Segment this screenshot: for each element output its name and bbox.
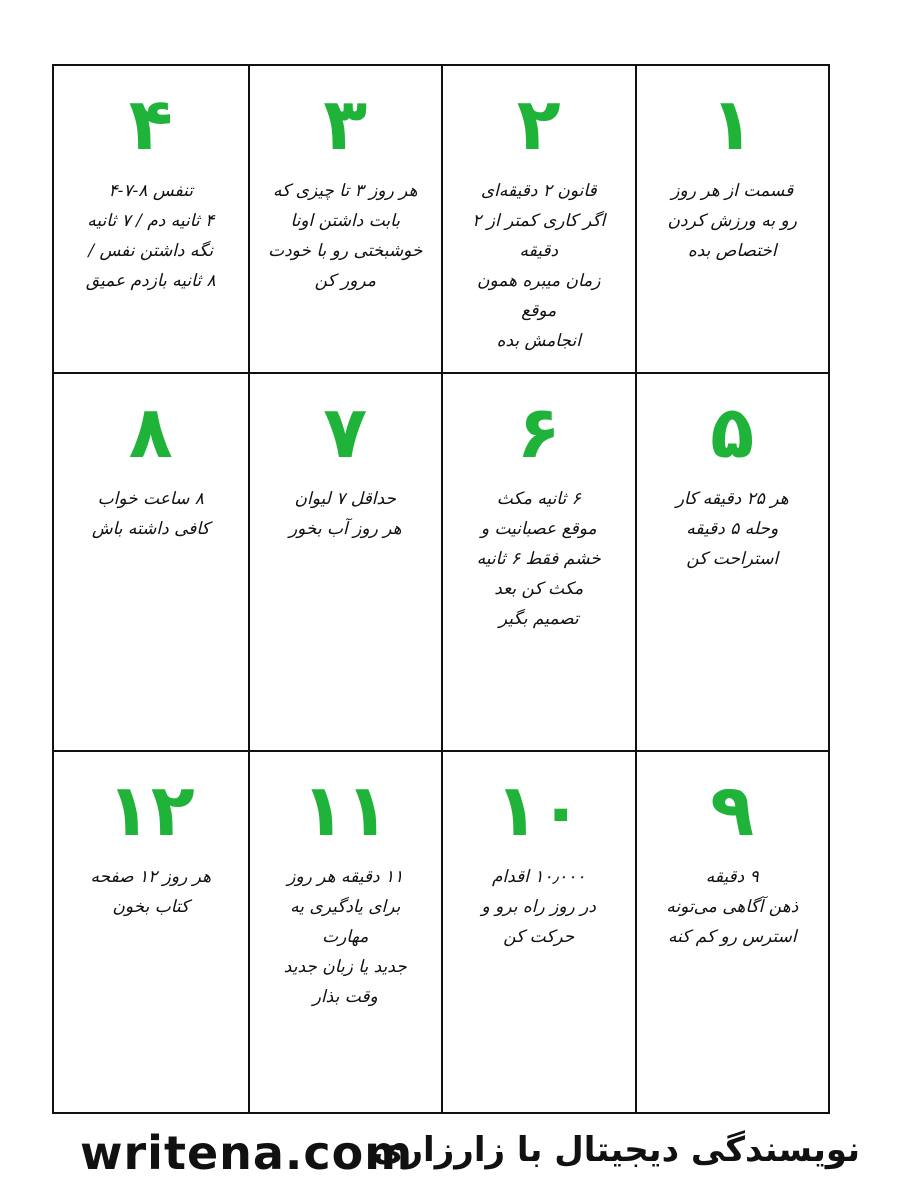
tip-line: رو به ورزش کردن xyxy=(667,211,797,231)
tip-line: بابت داشتن اونا xyxy=(290,211,401,231)
tips-grid-frame xyxy=(52,64,830,1114)
tip-line: برای یادگیری یه مهارت xyxy=(290,897,401,947)
tip-line: خوشبختی رو با خودت xyxy=(268,241,423,261)
tip-cell-12 xyxy=(54,752,248,1112)
tip-line: ۱۰٫۰۰۰ اقدام xyxy=(491,867,586,887)
tip-text xyxy=(652,484,812,574)
tip-cell-4 xyxy=(54,66,248,374)
tip-line: قانون ۲ دقیقه‌ای xyxy=(480,181,597,201)
tip-line: کافی داشته باش xyxy=(91,519,210,539)
tip-line: انجامش بده xyxy=(496,331,581,351)
tips-grid xyxy=(54,66,828,1112)
tip-line: مرور کن xyxy=(314,271,376,291)
tip-line: هر روز آب بخور xyxy=(288,519,402,539)
tip-text xyxy=(265,862,425,1012)
tip-cell-7 xyxy=(248,374,442,752)
tip-line: حرکت کن xyxy=(503,927,575,947)
tip-text xyxy=(71,176,231,296)
tip-line: نگه داشتن نفس / xyxy=(88,241,214,261)
tip-line: خشم فقط ۶ ثانیه xyxy=(476,549,601,569)
tip-line: ۶ ثانیه مکث xyxy=(496,489,581,509)
tip-text xyxy=(459,176,619,356)
tip-number: ۵ xyxy=(710,390,755,474)
brand-tagline: نویسندگی دیجیتال با زارزاری xyxy=(372,1130,860,1170)
tip-line: ۴ ثانیه دم / ۷ ثانیه xyxy=(87,211,215,231)
tip-line: جدید یا زبان جدید xyxy=(283,957,407,977)
tip-line: اختصاص بده xyxy=(687,241,777,261)
tip-line: حداقل ۷ لیوان xyxy=(294,489,396,509)
tip-text xyxy=(265,484,425,544)
tip-cell-10 xyxy=(441,752,635,1112)
tip-text xyxy=(652,862,812,952)
tip-line: تصمیم بگیر xyxy=(498,609,579,629)
tip-line: زمان میبره همون موقع xyxy=(477,271,601,321)
tip-cell-5 xyxy=(635,374,829,752)
tip-number: ۱۲ xyxy=(106,768,195,852)
tip-line: ۹ دقیقه xyxy=(705,867,759,887)
tip-text xyxy=(71,862,231,922)
tip-line: ۱۱ دقیقه هر روز xyxy=(287,867,404,887)
tip-text xyxy=(459,862,619,952)
tip-cell-2 xyxy=(441,66,635,374)
tip-line: استراحت کن xyxy=(686,549,779,569)
tip-line: تنفس ۸-۷-۴ xyxy=(108,181,193,201)
brand-url: writena.com xyxy=(80,1126,414,1180)
tip-cell-11 xyxy=(248,752,442,1112)
tip-number: ۳ xyxy=(323,82,368,166)
tip-line: ۸ ساعت خواب xyxy=(97,489,204,509)
tip-line: ۸ ثانیه بازدم عمیق xyxy=(85,271,216,291)
tip-number: ۴ xyxy=(128,82,173,166)
tip-text xyxy=(71,484,231,544)
footer xyxy=(0,1118,900,1200)
tip-text xyxy=(265,176,425,296)
tip-line: در روز راه برو و xyxy=(481,897,596,917)
tip-cell-8 xyxy=(54,374,248,752)
tip-number: ۲ xyxy=(516,82,561,166)
tip-line: کتاب بخون xyxy=(112,897,190,917)
tip-number: ۶ xyxy=(516,390,561,474)
tip-text xyxy=(459,484,619,634)
tip-line: هر ۲۵ دقیقه کار xyxy=(675,489,789,509)
tip-number: ۱۱ xyxy=(301,768,390,852)
tip-line: وقت بذار xyxy=(312,987,378,1007)
tip-line: موقع عصبانیت و xyxy=(480,519,597,539)
tip-line: هر روز ۱۲ صفحه xyxy=(90,867,212,887)
tip-line: قسمت از هر روز xyxy=(671,181,794,201)
tip-number: ۱ xyxy=(710,82,755,166)
tip-number: ۹ xyxy=(710,768,755,852)
tip-cell-3 xyxy=(248,66,442,374)
tip-cell-9 xyxy=(635,752,829,1112)
tip-cell-6 xyxy=(441,374,635,752)
tip-line: وحله ۵ دقیقه xyxy=(686,519,779,539)
tip-text xyxy=(652,176,812,266)
tip-line: ذهن آگاهی می‌تونه xyxy=(666,897,799,917)
tip-line: هر روز ۳ تا چیزی که xyxy=(272,181,418,201)
tip-number: ۷ xyxy=(323,390,368,474)
tip-number: ۸ xyxy=(128,390,173,474)
tip-cell-1 xyxy=(635,66,829,374)
tip-number: ۱۰ xyxy=(494,768,583,852)
tip-line: مکث کن بعد xyxy=(494,579,584,599)
tip-line: اگر کاری کمتر از ۲ دقیقه xyxy=(472,211,606,261)
tip-line: استرس رو کم کنه xyxy=(667,927,797,947)
